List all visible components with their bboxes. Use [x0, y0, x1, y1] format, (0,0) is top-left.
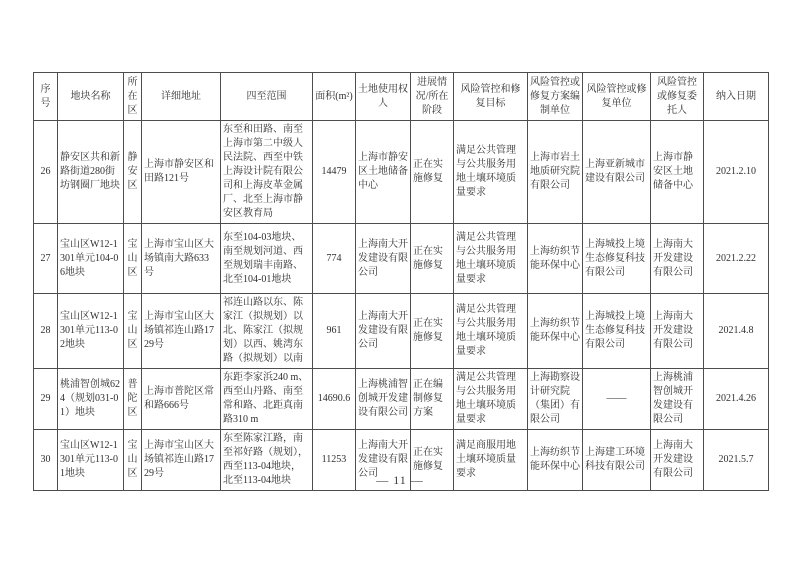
col-header-district: 所在区 — [124, 73, 142, 121]
cell-address: 上海市静安区和田路121号 — [142, 121, 221, 224]
cell-area: 961 — [313, 294, 356, 369]
cell-progress-stage: 正在实施修复 — [411, 430, 454, 491]
cell-plan-compilation-unit: 上海市岩土地质研究院有限公司 — [528, 121, 583, 224]
cell-seq: 30 — [34, 430, 58, 491]
col-header-remediation-client: 风险管控或修复委托人 — [651, 73, 704, 121]
col-header-boundaries: 四至范围 — [221, 73, 313, 121]
cell-remediation-unit: 上海城投上境生态修复科技有限公司 — [583, 294, 651, 369]
cell-progress-stage: 正在实施修复 — [411, 294, 454, 369]
cell-land-rights-holder: 上海市静安区土地储备中心 — [356, 121, 411, 224]
cell-area: 14479 — [313, 121, 356, 224]
cell-remediation-client: 上海南大开发建设有限公司 — [651, 294, 704, 369]
cell-remediation-client: 上海桃浦智创城开发建设有限公司 — [651, 369, 704, 430]
cell-area: 11253 — [313, 430, 356, 491]
cell-inclusion-date: 2021.4.8 — [704, 294, 769, 369]
cell-district: 宝山区 — [124, 224, 142, 294]
cell-land-rights-holder: 上海南大开发建设有限公司 — [356, 224, 411, 294]
cell-remediation-target: 满足公共管理与公共服务用地土壤环境质量要求 — [454, 369, 528, 430]
cell-land-rights-holder: 上海南大开发建设有限公司 — [356, 294, 411, 369]
col-header-remediation-unit: 风险管控或修复单位 — [583, 73, 651, 121]
cell-inclusion-date: 2021.5.7 — [704, 430, 769, 491]
col-header-land-rights-holder: 土地使用权人 — [356, 73, 411, 121]
cell-progress-stage: 正在实施修复 — [411, 121, 454, 224]
cell-remediation-client: 上海市静安区土地储备中心 — [651, 121, 704, 224]
cell-remediation-unit: —— — [583, 369, 651, 430]
cell-progress-stage: 正在编制修复方案 — [411, 369, 454, 430]
table-header-row — [34, 73, 769, 121]
cell-seq: 29 — [34, 369, 58, 430]
col-header-plot-name: 地块名称 — [58, 73, 124, 121]
land-parcel-remediation-table — [33, 72, 769, 491]
cell-plan-compilation-unit: 上海纺织节能环保中心 — [528, 224, 583, 294]
cell-plot-name: 静安区共和新路街道280街坊钢圈厂地块 — [58, 121, 124, 224]
cell-remediation-target: 满足公共管理与公共服务用地土壤环境质量要求 — [454, 294, 528, 369]
cell-progress-stage: 正在实施修复 — [411, 224, 454, 294]
cell-seq: 27 — [34, 224, 58, 294]
cell-land-rights-holder: 上海南大开发建设有限公司 — [356, 430, 411, 491]
cell-plot-name: 桃浦智创城624（规划031-01）地块 — [58, 369, 124, 430]
col-header-remediation-target: 风险管控和修复目标 — [454, 73, 528, 121]
cell-district: 静安区 — [124, 121, 142, 224]
cell-seq: 28 — [34, 294, 58, 369]
cell-district: 宝山区 — [124, 294, 142, 369]
cell-address: 上海市宝山区大场镇祁连山路1729号 — [142, 430, 221, 491]
cell-remediation-target: 满足公共管理与公共服务用地土壤环境质量要求 — [454, 224, 528, 294]
cell-area: 14690.6 — [313, 369, 356, 430]
cell-remediation-unit: 上海亚新城市建设有限公司 — [583, 121, 651, 224]
cell-boundaries: 东距李家浜240 m、西至山丹路、南至常和路、北距真南路310 m — [221, 369, 313, 430]
cell-boundaries: 祁连山路以东、陈家江（拟规划）以北、陈家江（拟规划）以西、姚湾东路（拟规划）以南 — [221, 294, 313, 369]
cell-address: 上海市普陀区常和路666号 — [142, 369, 221, 430]
col-header-plan-compilation-unit: 风险管控或修复方案编制单位 — [528, 73, 583, 121]
cell-remediation-client: 上海南大开发建设有限公司 — [651, 224, 704, 294]
table-row — [34, 294, 769, 369]
cell-remediation-unit: 上海城投上境生态修复科技有限公司 — [583, 224, 651, 294]
cell-district: 普陀区 — [124, 369, 142, 430]
cell-address: 上海市宝山区大场镇南大路633号 — [142, 224, 221, 294]
col-header-inclusion-date: 纳入日期 — [704, 73, 769, 121]
cell-boundaries: 东至陈家江路，南至祁好路（规划），西至113-04地块，北至113-04地块 — [221, 430, 313, 491]
page-number: — 11 — — [376, 473, 424, 487]
col-header-seq: 序号 — [34, 73, 58, 121]
cell-remediation-target: 满足商服用地土壤环境质量要求 — [454, 430, 528, 491]
cell-address: 上海市宝山区大场镇祁连山路1729号 — [142, 294, 221, 369]
cell-inclusion-date: 2021.2.10 — [704, 121, 769, 224]
cell-plan-compilation-unit: 上海纺织节能环保中心 — [528, 294, 583, 369]
col-header-address: 详细地址 — [142, 73, 221, 121]
cell-plan-compilation-unit: 上海纺织节能环保中心 — [528, 430, 583, 491]
cell-seq: 26 — [34, 121, 58, 224]
cell-remediation-unit: 上海建工环境科技有限公司 — [583, 430, 651, 491]
cell-area: 774 — [313, 224, 356, 294]
table-row — [34, 224, 769, 294]
table-row — [34, 369, 769, 430]
cell-inclusion-date: 2021.4.26 — [704, 369, 769, 430]
cell-plot-name: 宝山区W12-1301单元113-02地块 — [58, 294, 124, 369]
cell-remediation-target: 满足公共管理与公共服务用地土壤环境质量要求 — [454, 121, 528, 224]
cell-boundaries: 东至和田路、南至上海市第二中级人民法院、西至中铁上海设计院有限公司和上海皮革金属厂、北至上海市静安区教育局 — [221, 121, 313, 224]
cell-plot-name: 宝山区W12-1301单元104-06地块 — [58, 224, 124, 294]
cell-land-rights-holder: 上海桃浦智创城开发建设有限公司 — [356, 369, 411, 430]
col-header-progress-stage: 进展情况/所在阶段 — [411, 73, 454, 121]
col-header-area: 面积(m²) — [313, 73, 356, 121]
cell-plan-compilation-unit: 上海勘察设计研究院（集团）有限公司 — [528, 369, 583, 430]
cell-plot-name: 宝山区W12-1301单元113-01地块 — [58, 430, 124, 491]
table-row — [34, 121, 769, 224]
cell-inclusion-date: 2021.2.22 — [704, 224, 769, 294]
cell-remediation-client: 上海南大开发建设有限公司 — [651, 430, 704, 491]
cell-district: 宝山区 — [124, 430, 142, 491]
cell-boundaries: 东至104-03地块、南至规划河道、西至规划瑞丰南路、北至104-01地块 — [221, 224, 313, 294]
